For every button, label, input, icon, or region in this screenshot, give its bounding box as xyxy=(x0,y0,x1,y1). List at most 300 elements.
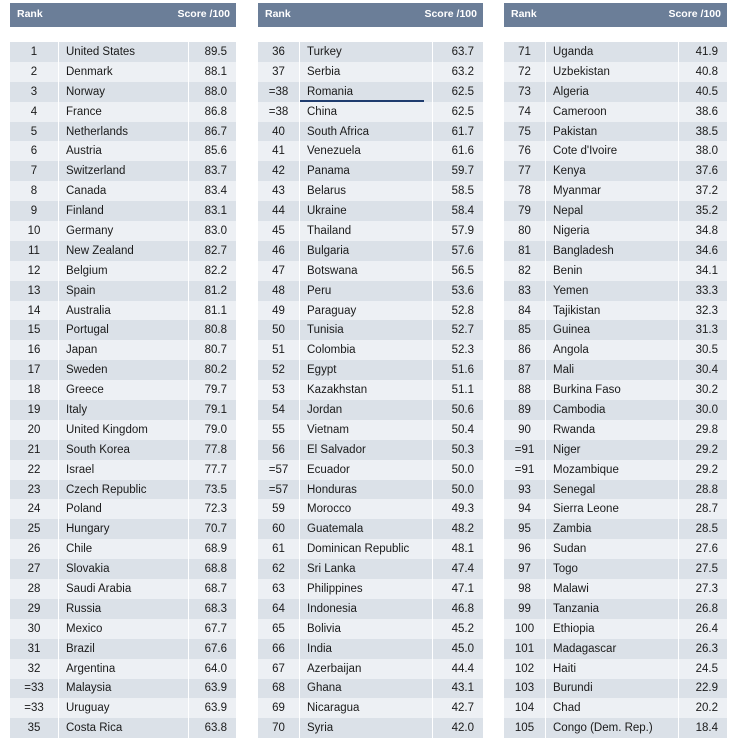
country-cell: Panama xyxy=(300,161,433,181)
rank-cell: =57 xyxy=(258,460,300,480)
rank-cell: 45 xyxy=(258,221,300,241)
table-row xyxy=(10,639,236,659)
score-cell: 82.2 xyxy=(204,264,227,277)
table-row xyxy=(258,559,483,579)
score-cell: 79.0 xyxy=(204,423,227,436)
rank-header: Rank xyxy=(511,8,537,20)
score-cell: 50.6 xyxy=(451,403,474,416)
rank-cell: 66 xyxy=(258,639,300,659)
score-cell: 77.7 xyxy=(204,463,227,476)
country-cell: Tajikistan xyxy=(546,301,679,321)
score-cell: 68.3 xyxy=(204,602,227,615)
table-row xyxy=(10,201,236,221)
rank-cell: 54 xyxy=(258,400,300,420)
rank-cell: 42 xyxy=(258,161,300,181)
country-cell: Spain xyxy=(59,281,189,301)
table-header xyxy=(258,3,483,27)
score-cell: 30.4 xyxy=(695,364,718,377)
table-row xyxy=(504,460,727,480)
score-cell: 63.9 xyxy=(204,702,227,715)
country-cell: Vietnam xyxy=(300,420,433,440)
country-cell: Bulgaria xyxy=(300,241,433,261)
rank-cell: 98 xyxy=(504,579,546,599)
country-cell: Thailand xyxy=(300,221,433,241)
table-row xyxy=(504,340,727,360)
rank-cell: =38 xyxy=(258,102,300,122)
rank-cell: 74 xyxy=(504,102,546,122)
table-row xyxy=(258,718,483,738)
score-cell: 83.1 xyxy=(204,205,227,218)
rank-cell: 52 xyxy=(258,360,300,380)
rank-cell: 95 xyxy=(504,519,546,539)
table-row xyxy=(258,599,483,619)
score-cell: 33.3 xyxy=(695,284,718,297)
country-cell: Jordan xyxy=(300,400,433,420)
country-cell: Indonesia xyxy=(300,599,433,619)
country-cell: Italy xyxy=(59,400,189,420)
ranking-panel-3 xyxy=(504,3,727,738)
score-cell: 48.1 xyxy=(451,543,474,556)
country-cell: Chile xyxy=(59,539,189,559)
country-cell: Zambia xyxy=(546,519,679,539)
table-row xyxy=(258,301,483,321)
table-row xyxy=(10,380,236,400)
table-row xyxy=(258,42,483,62)
rank-cell: 51 xyxy=(258,340,300,360)
country-cell: Morocco xyxy=(300,499,433,519)
country-cell: Burkina Faso xyxy=(546,380,679,400)
country-cell: China xyxy=(300,102,433,122)
country-cell: Mozambique xyxy=(546,460,679,480)
rank-cell: 71 xyxy=(504,42,546,62)
table-row xyxy=(258,102,483,122)
score-cell: 31.3 xyxy=(695,324,718,337)
score-cell: 43.1 xyxy=(451,682,474,695)
table-row xyxy=(504,380,727,400)
table-row xyxy=(10,301,236,321)
table-row xyxy=(504,499,727,519)
table-row xyxy=(258,400,483,420)
country-cell: Syria xyxy=(300,718,433,738)
rank-cell: 21 xyxy=(10,440,59,460)
rank-cell: 89 xyxy=(504,400,546,420)
rank-cell: 64 xyxy=(258,599,300,619)
table-row xyxy=(10,539,236,559)
table-row xyxy=(504,42,727,62)
rank-cell: 35 xyxy=(10,718,59,738)
score-cell: 29.8 xyxy=(695,423,718,436)
country-cell: Slovakia xyxy=(59,559,189,579)
country-cell: Australia xyxy=(59,301,189,321)
table-row xyxy=(10,579,236,599)
rank-cell: 81 xyxy=(504,241,546,261)
country-cell: France xyxy=(59,102,189,122)
rank-cell: 27 xyxy=(10,559,59,579)
rank-cell: 93 xyxy=(504,480,546,500)
rank-cell: 90 xyxy=(504,420,546,440)
table-row xyxy=(258,241,483,261)
table-row xyxy=(10,261,236,281)
score-cell: 63.7 xyxy=(451,45,474,58)
table-row xyxy=(10,679,236,699)
rank-cell: 18 xyxy=(10,380,59,400)
rank-cell: 63 xyxy=(258,579,300,599)
table-row xyxy=(504,82,727,102)
table-row xyxy=(504,480,727,500)
table-row xyxy=(504,320,727,340)
rank-cell: 30 xyxy=(10,619,59,639)
table-row xyxy=(258,639,483,659)
table-row xyxy=(10,320,236,340)
score-cell: 40.5 xyxy=(695,85,718,98)
score-cell: 50.0 xyxy=(451,483,474,496)
table-row xyxy=(10,659,236,679)
score-cell: 52.7 xyxy=(451,324,474,337)
table-row xyxy=(504,539,727,559)
score-cell: 59.7 xyxy=(451,165,474,178)
rank-cell: 65 xyxy=(258,619,300,639)
table-row xyxy=(10,559,236,579)
rank-cell: 78 xyxy=(504,181,546,201)
country-cell: United States xyxy=(59,42,189,62)
rank-cell: 83 xyxy=(504,281,546,301)
country-cell: Malaysia xyxy=(59,679,189,699)
table-row xyxy=(10,440,236,460)
country-cell: Sri Lanka xyxy=(300,559,433,579)
score-cell: 63.2 xyxy=(451,65,474,78)
score-cell: 49.3 xyxy=(451,503,474,516)
table-row xyxy=(504,301,727,321)
country-cell: Burundi xyxy=(546,679,679,699)
rank-cell: 76 xyxy=(504,141,546,161)
table-row xyxy=(504,718,727,738)
score-cell: 32.3 xyxy=(695,304,718,317)
score-cell: 40.8 xyxy=(695,65,718,78)
score-cell: 34.6 xyxy=(695,244,718,257)
rank-cell: 67 xyxy=(258,659,300,679)
country-cell: Yemen xyxy=(546,281,679,301)
score-cell: 50.4 xyxy=(451,423,474,436)
country-cell: Haiti xyxy=(546,659,679,679)
table-row xyxy=(504,559,727,579)
score-cell: 83.7 xyxy=(204,165,227,178)
country-cell: Tanzania xyxy=(546,599,679,619)
table-row xyxy=(10,281,236,301)
score-cell: 81.2 xyxy=(204,284,227,297)
score-cell: 82.7 xyxy=(204,244,227,257)
rank-cell: 9 xyxy=(10,201,59,221)
score-cell: 51.6 xyxy=(451,364,474,377)
score-cell: 26.3 xyxy=(695,642,718,655)
table-row xyxy=(504,639,727,659)
country-cell: Tunisia xyxy=(300,320,433,340)
score-cell: 61.7 xyxy=(451,125,474,138)
table-row xyxy=(504,679,727,699)
score-cell: 63.9 xyxy=(204,682,227,695)
rank-cell: 59 xyxy=(258,499,300,519)
country-cell: Sudan xyxy=(546,539,679,559)
score-header: Score /100 xyxy=(177,8,230,20)
rank-cell: 56 xyxy=(258,440,300,460)
score-cell: 42.7 xyxy=(451,702,474,715)
score-cell: 52.3 xyxy=(451,344,474,357)
rank-cell: 102 xyxy=(504,659,546,679)
rank-cell: 85 xyxy=(504,320,546,340)
country-cell: El Salvador xyxy=(300,440,433,460)
rank-cell: 23 xyxy=(10,480,59,500)
score-cell: 89.5 xyxy=(204,45,227,58)
score-cell: 86.7 xyxy=(204,125,227,138)
rank-cell: =91 xyxy=(504,460,546,480)
country-cell: Japan xyxy=(59,340,189,360)
rank-cell: 70 xyxy=(258,718,300,738)
country-cell: Paraguay xyxy=(300,301,433,321)
table-row xyxy=(504,698,727,718)
country-cell: South Africa xyxy=(300,122,433,142)
rank-cell: 79 xyxy=(504,201,546,221)
table-row xyxy=(258,181,483,201)
rank-cell: 60 xyxy=(258,519,300,539)
country-cell: Togo xyxy=(546,559,679,579)
rank-cell: 61 xyxy=(258,539,300,559)
country-cell: Mali xyxy=(546,360,679,380)
score-cell: 85.6 xyxy=(204,145,227,158)
score-cell: 57.6 xyxy=(451,244,474,257)
table-row xyxy=(258,480,483,500)
rank-cell: 48 xyxy=(258,281,300,301)
table-row xyxy=(10,102,236,122)
rank-cell: 46 xyxy=(258,241,300,261)
country-cell: Germany xyxy=(59,221,189,241)
table-row xyxy=(504,281,727,301)
score-cell: 72.3 xyxy=(204,503,227,516)
table-row xyxy=(504,659,727,679)
country-cell: Dominican Republic xyxy=(300,539,433,559)
country-cell: Nepal xyxy=(546,201,679,221)
rank-cell: 87 xyxy=(504,360,546,380)
ranking-panel-2 xyxy=(258,3,483,738)
score-cell: 68.7 xyxy=(204,582,227,595)
rank-cell: 1 xyxy=(10,42,59,62)
table-row xyxy=(504,420,727,440)
score-cell: 86.8 xyxy=(204,105,227,118)
rank-cell: 15 xyxy=(10,320,59,340)
rank-header: Rank xyxy=(17,8,43,20)
country-cell: New Zealand xyxy=(59,241,189,261)
score-cell: 38.5 xyxy=(695,125,718,138)
table-row xyxy=(10,62,236,82)
table-row xyxy=(10,519,236,539)
table-row xyxy=(258,340,483,360)
country-cell: Argentina xyxy=(59,659,189,679)
score-header: Score /100 xyxy=(668,8,721,20)
country-cell: Ethiopia xyxy=(546,619,679,639)
table-row xyxy=(504,599,727,619)
country-cell: Finland xyxy=(59,201,189,221)
country-cell: Ghana xyxy=(300,679,433,699)
country-cell: Guatemala xyxy=(300,519,433,539)
table-row xyxy=(504,181,727,201)
score-cell: 41.9 xyxy=(695,45,718,58)
score-cell: 77.8 xyxy=(204,443,227,456)
country-cell: Madagascar xyxy=(546,639,679,659)
table-row xyxy=(258,659,483,679)
country-cell: Botswana xyxy=(300,261,433,281)
rank-cell: 17 xyxy=(10,360,59,380)
rank-cell: 80 xyxy=(504,221,546,241)
score-cell: 38.6 xyxy=(695,105,718,118)
table-row xyxy=(10,698,236,718)
score-cell: 58.5 xyxy=(451,185,474,198)
table-row xyxy=(504,241,727,261)
score-cell: 18.4 xyxy=(695,722,718,735)
table-row xyxy=(258,82,483,102)
country-cell: Honduras xyxy=(300,480,433,500)
score-cell: 68.8 xyxy=(204,563,227,576)
score-cell: 80.7 xyxy=(204,344,227,357)
score-cell: 62.5 xyxy=(451,105,474,118)
score-cell: 68.9 xyxy=(204,543,227,556)
table-row xyxy=(10,480,236,500)
rank-cell: 72 xyxy=(504,62,546,82)
table-row xyxy=(258,141,483,161)
country-cell: Guinea xyxy=(546,320,679,340)
country-cell: Saudi Arabia xyxy=(59,579,189,599)
country-cell: Chad xyxy=(546,698,679,718)
score-cell: 61.6 xyxy=(451,145,474,158)
country-cell: Romania xyxy=(300,82,433,102)
country-cell: Niger xyxy=(546,440,679,460)
table-row xyxy=(10,82,236,102)
rank-header: Rank xyxy=(265,8,291,20)
table-row xyxy=(258,320,483,340)
country-cell: Belgium xyxy=(59,261,189,281)
rank-cell: 25 xyxy=(10,519,59,539)
table-row xyxy=(258,519,483,539)
score-cell: 34.8 xyxy=(695,224,718,237)
table-row xyxy=(504,102,727,122)
table-row xyxy=(10,599,236,619)
rank-cell: 4 xyxy=(10,102,59,122)
score-cell: 29.2 xyxy=(695,463,718,476)
country-cell: Hungary xyxy=(59,519,189,539)
rank-cell: 82 xyxy=(504,261,546,281)
rank-cell: 62 xyxy=(258,559,300,579)
country-cell: Netherlands xyxy=(59,122,189,142)
rank-cell: 37 xyxy=(258,62,300,82)
score-cell: 42.0 xyxy=(451,722,474,735)
score-cell: 70.7 xyxy=(204,523,227,536)
score-cell: 45.0 xyxy=(451,642,474,655)
score-cell: 56.5 xyxy=(451,264,474,277)
country-cell: Poland xyxy=(59,499,189,519)
table-row xyxy=(10,619,236,639)
country-cell: Colombia xyxy=(300,340,433,360)
table-row xyxy=(258,261,483,281)
score-cell: 30.0 xyxy=(695,403,718,416)
rank-cell: 13 xyxy=(10,281,59,301)
rank-cell: 16 xyxy=(10,340,59,360)
score-cell: 29.2 xyxy=(695,443,718,456)
country-cell: Azerbaijan xyxy=(300,659,433,679)
country-cell: South Korea xyxy=(59,440,189,460)
table-row xyxy=(10,499,236,519)
table-row xyxy=(258,161,483,181)
table-row xyxy=(258,698,483,718)
rank-cell: 12 xyxy=(10,261,59,281)
country-cell: Brazil xyxy=(59,639,189,659)
country-cell: Switzerland xyxy=(59,161,189,181)
table-row xyxy=(504,360,727,380)
score-cell: 37.2 xyxy=(695,185,718,198)
rank-cell: 28 xyxy=(10,579,59,599)
rank-cell: 6 xyxy=(10,141,59,161)
table-row xyxy=(10,122,236,142)
score-cell: 80.8 xyxy=(204,324,227,337)
score-cell: 67.6 xyxy=(204,642,227,655)
score-cell: 27.3 xyxy=(695,582,718,595)
country-cell: Pakistan xyxy=(546,122,679,142)
score-cell: 47.4 xyxy=(451,563,474,576)
table-row xyxy=(10,221,236,241)
country-cell: Rwanda xyxy=(546,420,679,440)
table-row xyxy=(10,141,236,161)
rank-cell: =38 xyxy=(258,82,300,102)
country-cell: Nicaragua xyxy=(300,698,433,718)
score-cell: 46.8 xyxy=(451,602,474,615)
country-cell: Peru xyxy=(300,281,433,301)
table-header xyxy=(10,3,236,27)
rank-cell: 47 xyxy=(258,261,300,281)
rank-cell: 2 xyxy=(10,62,59,82)
country-cell: Denmark xyxy=(59,62,189,82)
country-cell: Norway xyxy=(59,82,189,102)
country-cell: Austria xyxy=(59,141,189,161)
table-row xyxy=(504,619,727,639)
rank-cell: 8 xyxy=(10,181,59,201)
country-cell: Benin xyxy=(546,261,679,281)
table-row xyxy=(10,400,236,420)
score-cell: 30.2 xyxy=(695,384,718,397)
rank-cell: 105 xyxy=(504,718,546,738)
country-cell: Mexico xyxy=(59,619,189,639)
rank-cell: 88 xyxy=(504,380,546,400)
rank-cell: 3 xyxy=(10,82,59,102)
score-cell: 38.0 xyxy=(695,145,718,158)
rank-cell: 26 xyxy=(10,539,59,559)
ranking-panel-1 xyxy=(10,3,236,738)
rank-cell: 86 xyxy=(504,340,546,360)
score-cell: 45.2 xyxy=(451,622,474,635)
country-cell: Angola xyxy=(546,340,679,360)
score-cell: 37.6 xyxy=(695,165,718,178)
country-cell: Venezuela xyxy=(300,141,433,161)
rank-cell: 77 xyxy=(504,161,546,181)
rank-cell: 68 xyxy=(258,679,300,699)
table-row xyxy=(258,281,483,301)
rank-cell: 5 xyxy=(10,122,59,142)
rank-cell: 103 xyxy=(504,679,546,699)
table-row xyxy=(258,619,483,639)
table-row xyxy=(258,380,483,400)
score-cell: 79.7 xyxy=(204,384,227,397)
score-cell: 80.2 xyxy=(204,364,227,377)
country-cell: Uruguay xyxy=(59,698,189,718)
country-cell: Malawi xyxy=(546,579,679,599)
score-cell: 51.1 xyxy=(451,384,474,397)
rank-cell: 99 xyxy=(504,599,546,619)
rank-cell: 104 xyxy=(504,698,546,718)
